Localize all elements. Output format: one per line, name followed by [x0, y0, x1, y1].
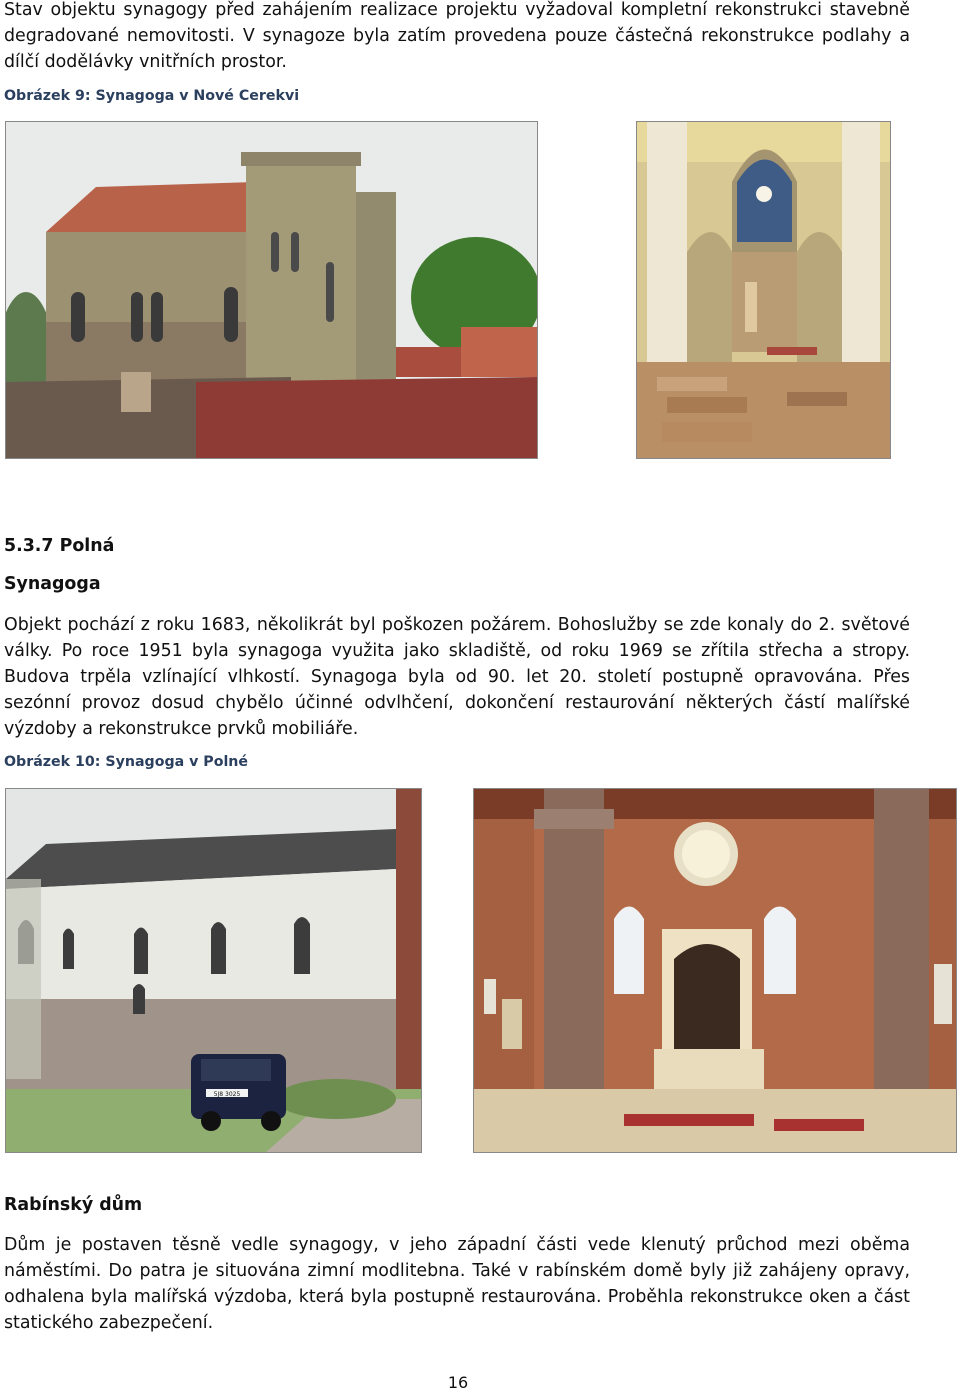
rabbi-house-paragraph: Dům je postaven těsně vedle synagogy, v jeho západní části vede klenutý průchod mezi oběma náměstími. Do patra je situována zimní modlitebna. Také v rabínském domě byly již zahájeny opravy, odhalena byla malířská výzdoba, která byla postupně restaurována. Proběhla rekonstrukce oken a část statického zabezpečení.	[4, 1235, 910, 1333]
rabbi-house-heading: Rabínský dům	[4, 1195, 143, 1215]
polna-synagogue-exterior-photo	[5, 788, 422, 1153]
synagogue-exterior-photo	[5, 121, 538, 459]
section-subheading: Synagoga	[4, 574, 101, 594]
intro-paragraph: Stav objektu synagogy před zahájením realizace projektu vyžadoval kompletní rekonstrukci stavebně degradované nemovitosti. V synagoze byla zatím provedena pouze částečná rekonstrukce podlahy a dílčí dodělávky vnitřních prostor.	[4, 0, 910, 72]
figure-9-caption: Obrázek 9: Synagoga v Nové Cerekvi	[4, 88, 300, 104]
car-license-plate: 5J8 3025	[213, 1091, 241, 1098]
page-number: 16	[447, 1373, 469, 1392]
polna-synagogue-interior-photo	[473, 788, 957, 1153]
synagogue-interior-photo	[636, 121, 891, 459]
polna-paragraph: Objekt pochází z roku 1683, několikrát byl poškozen požárem. Bohoslužby se zde konaly do 2. světové války. Po roce 1951 byla synagoga využita jako skladiště, od roku 1969 se zřítila střecha a stropy. Budova trpěla vzlínající vlhkostí. Synagoga byla od 90. let 20. století postupně opravována. Přes sezónní provoz dosud chybělo účinné odvlhčení, dokončení restaurování některých částí malířské výzdoby a rekonstrukce prvků mobiliáře.	[4, 615, 910, 739]
section-number-title: 5.3.7 Polná	[4, 536, 115, 556]
figure-10-caption: Obrázek 10: Synagoga v Polné	[4, 754, 249, 770]
